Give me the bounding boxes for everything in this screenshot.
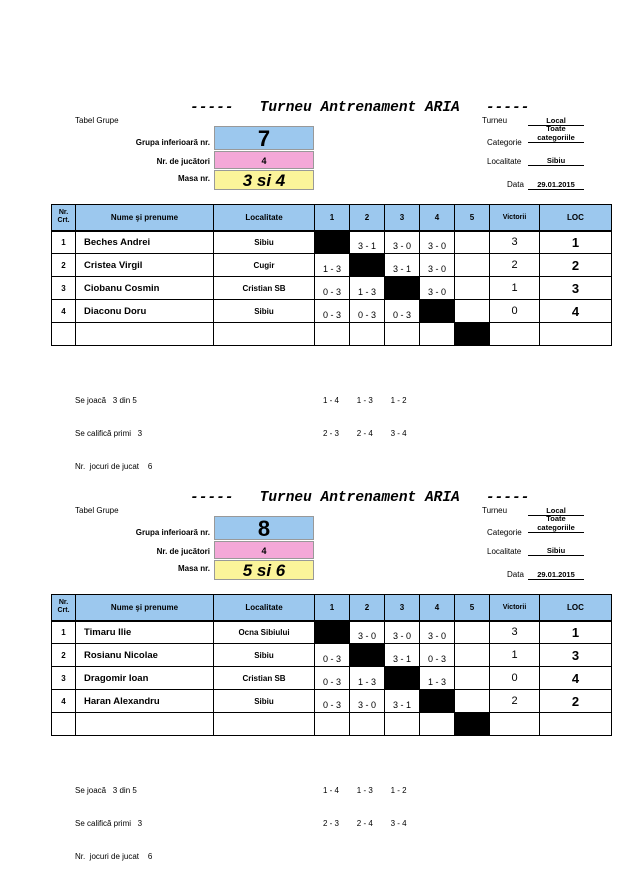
place-cell [540,323,612,346]
row-number: 3 [52,277,76,300]
header-col-1: 1 [315,205,350,231]
place-cell: 2 [540,254,612,277]
players-label: Nr. de jucători [156,547,210,556]
players-label: Nr. de jucători [156,157,210,166]
place-cell: 3 [540,277,612,300]
group-table [51,594,612,736]
row-number: 4 [52,300,76,323]
tabel-grupe-label: Tabel Grupe [75,506,119,515]
categorie-value: Toate categoriile [528,124,584,143]
row-number: 2 [52,254,76,277]
score-cell: 1 - 3 [420,667,455,690]
score-cell [385,713,420,736]
row-number: 1 [52,621,76,644]
score-cell [455,277,490,300]
place-cell: 4 [540,667,612,690]
place-cell: 3 [540,644,612,667]
player-locality: Cugir [214,254,315,277]
score-cell: 3 - 1 [385,254,420,277]
rule-qualify: Se califică primi 3 [75,429,143,438]
wins-cell: 1 [490,644,540,667]
score-cell: 0 - 3 [315,300,350,323]
categorie-label: Categorie [487,138,522,147]
turneu-value: Local [528,506,584,516]
score-cell: 3 - 1 [385,644,420,667]
data-label: Data [507,180,524,189]
player-locality: Cristian SB [214,277,315,300]
group-label: Grupa inferioară nr. [135,138,210,147]
pairings-round-2: 2 - 3 2 - 4 3 - 4 [323,819,407,828]
header-col-3: 3 [385,205,420,231]
table-label: Masa nr. [177,174,210,183]
categorie-value: Toate categoriile [528,514,584,533]
tabel-grupe-label: Tabel Grupe [75,116,119,125]
header-col-1: 1 [315,595,350,621]
tournament-title: ----- Turneu Antrenament ARIA ----- [190,490,530,506]
header-col-5: 5 [455,595,490,621]
table-row [52,644,612,667]
player-locality: Sibiu [214,690,315,713]
table-row [52,277,612,300]
score-cell: 3 - 0 [350,690,385,713]
header-place: LOC [540,595,612,621]
group-table [51,204,612,346]
player-name: Beches Andrei [76,231,214,254]
table-row [52,254,612,277]
wins-cell [490,713,540,736]
header-col-3: 3 [385,595,420,621]
header-wins: Victorii [490,595,540,621]
place-cell: 4 [540,300,612,323]
row-number: 3 [52,667,76,690]
wins-cell: 2 [490,254,540,277]
rule-games: Nr. jocuri de jucat 6 [75,852,153,861]
data-label: Data [507,570,524,579]
player-locality: Sibiu [214,644,315,667]
player-name: Diaconu Doru [76,300,214,323]
score-cell: 3 - 1 [350,231,385,254]
table-label: Masa nr. [177,564,210,573]
score-cell: 3 - 0 [420,254,455,277]
score-cell [350,323,385,346]
wins-cell: 2 [490,690,540,713]
score-cell [315,231,350,254]
header-nr: Nr. Crt. [52,595,76,621]
tournament-title: ----- Turneu Antrenament ARIA ----- [190,100,530,116]
player-locality: Ocna Sibiului [214,621,315,644]
score-cell [350,713,385,736]
header-col-2: 2 [350,595,385,621]
score-cell: 0 - 3 [420,644,455,667]
player-locality: Sibiu [214,231,315,254]
score-cell: 3 - 0 [385,231,420,254]
score-cell [315,713,350,736]
pairings-footer [323,763,407,851]
score-cell [455,667,490,690]
score-cell [315,323,350,346]
score-cell: 1 - 3 [350,667,385,690]
score-cell [455,300,490,323]
rule-games: Nr. jocuri de jucat 6 [75,462,153,471]
table-header [52,595,612,621]
turneu-value: Local [528,116,584,126]
score-cell [350,254,385,277]
header-place: LOC [540,205,612,231]
rule-best-of: Se joacă 3 din 5 [75,786,137,795]
score-cell [455,644,490,667]
score-cell: 0 - 3 [385,300,420,323]
categorie-label: Categorie [487,528,522,537]
pairings-round-2: 2 - 3 2 - 4 3 - 4 [323,429,407,438]
group-number: 8 [214,516,314,540]
rules-footer [75,373,152,494]
date-value: 29.01.2015 [528,570,584,580]
rules-footer [75,763,152,884]
pairings-footer [323,373,407,461]
header-col-5: 5 [455,205,490,231]
player-locality: Sibiu [214,300,315,323]
score-cell [420,323,455,346]
turneu-label: Turneu [482,506,508,515]
table-header [52,205,612,231]
place-cell: 1 [540,621,612,644]
player-locality: Cristian SB [214,667,315,690]
table-number: 5 si 6 [214,560,314,580]
wins-cell: 0 [490,300,540,323]
pairings-round-1: 1 - 4 1 - 3 1 - 2 [323,786,407,795]
score-cell [350,644,385,667]
localitate-value: Sibiu [528,546,584,556]
header-col-2: 2 [350,205,385,231]
header-wins: Victorii [490,205,540,231]
row-number: 1 [52,231,76,254]
table-row [52,300,612,323]
score-cell: 3 - 0 [420,231,455,254]
score-cell: 3 - 1 [385,690,420,713]
score-cell [385,277,420,300]
wins-cell: 3 [490,621,540,644]
place-cell: 2 [540,690,612,713]
table-row [52,713,612,736]
header-col-4: 4 [420,205,455,231]
localitate-value: Sibiu [528,156,584,166]
localitate-label: Localitate [487,157,522,166]
table-row [52,690,612,713]
table-number: 3 si 4 [214,170,314,190]
row-number: 4 [52,690,76,713]
header-name: Nume şi prenume [76,205,214,231]
player-name: Dragomir Ioan [76,667,214,690]
wins-cell: 3 [490,231,540,254]
wins-cell: 0 [490,667,540,690]
score-cell [385,667,420,690]
player-name: Timaru Ilie [76,621,214,644]
score-cell: 3 - 0 [420,621,455,644]
score-cell [455,231,490,254]
score-cell [385,323,420,346]
place-cell [540,713,612,736]
localitate-label: Localitate [487,547,522,556]
score-cell: 3 - 0 [385,621,420,644]
group-sheet [0,100,618,490]
score-cell [455,621,490,644]
player-name: Haran Alexandru [76,690,214,713]
score-cell [420,690,455,713]
score-cell [315,621,350,644]
player-name: Ciobanu Cosmin [76,277,214,300]
rule-best-of: Se joacă 3 din 5 [75,396,137,405]
table-row [52,621,612,644]
score-cell [455,323,490,346]
player-name [76,323,214,346]
header-locality: Localitate [214,595,315,621]
header-col-4: 4 [420,595,455,621]
score-cell: 3 - 0 [420,277,455,300]
group-label: Grupa inferioară nr. [135,528,210,537]
table-row [52,231,612,254]
player-name: Cristea Virgil [76,254,214,277]
score-cell [420,713,455,736]
score-cell: 3 - 0 [350,621,385,644]
header-locality: Localitate [214,205,315,231]
table-row [52,323,612,346]
players-count: 4 [214,151,314,169]
date-value: 29.01.2015 [528,180,584,190]
header-name: Nume şi prenume [76,595,214,621]
score-cell: 0 - 3 [315,667,350,690]
pairings-round-1: 1 - 4 1 - 3 1 - 2 [323,396,407,405]
player-locality [214,713,315,736]
players-count: 4 [214,541,314,559]
wins-cell [490,323,540,346]
rule-qualify: Se califică primi 3 [75,819,143,828]
player-name: Rosianu Nicolae [76,644,214,667]
group-sheet [0,490,618,880]
score-cell [455,713,490,736]
row-number [52,323,76,346]
score-cell: 0 - 3 [315,644,350,667]
player-locality [214,323,315,346]
place-cell: 1 [540,231,612,254]
player-name [76,713,214,736]
group-number: 7 [214,126,314,150]
score-cell [455,690,490,713]
score-cell: 0 - 3 [350,300,385,323]
row-number: 2 [52,644,76,667]
score-cell: 1 - 3 [350,277,385,300]
score-cell: 1 - 3 [315,254,350,277]
score-cell: 0 - 3 [315,277,350,300]
turneu-label: Turneu [482,116,508,125]
row-number [52,713,76,736]
wins-cell: 1 [490,277,540,300]
header-nr: Nr. Crt. [52,205,76,231]
score-cell: 0 - 3 [315,690,350,713]
table-row [52,667,612,690]
score-cell [420,300,455,323]
score-cell [455,254,490,277]
